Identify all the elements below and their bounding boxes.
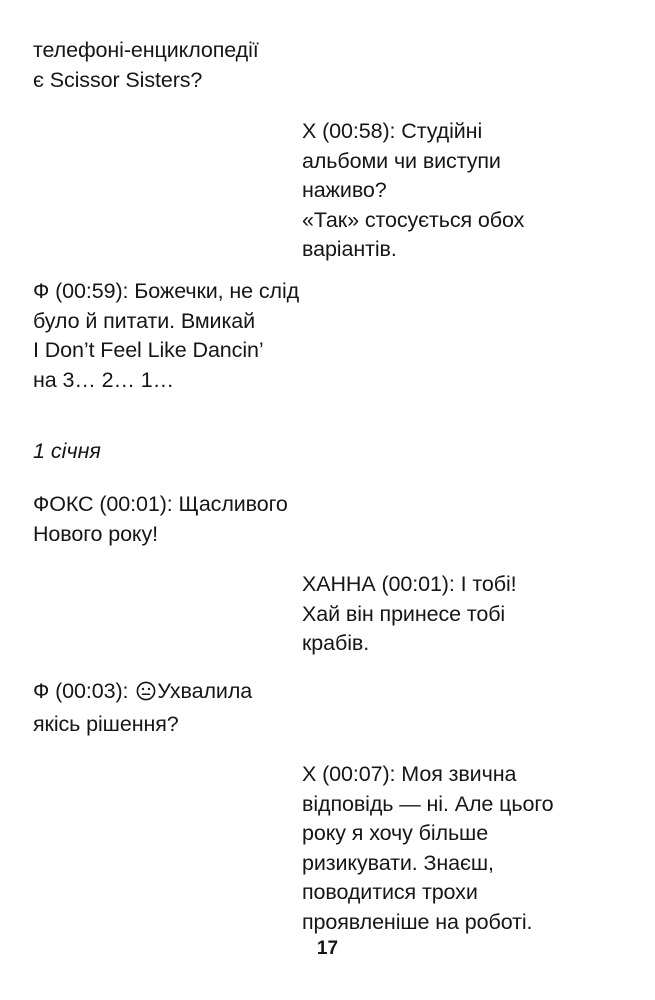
message-hanna-0007 [302,760,553,937]
message-prefix: Ф (00:03): [33,679,135,703]
message-fox-0003 [33,677,252,739]
message-line: ФОКС (00:01): Щасливого [33,492,288,516]
message-line: року я хочу більше [302,821,489,845]
message-line: ХАННА (00:01): І тобі! [302,572,517,596]
message-fox-0059 [33,277,299,395]
neutral-face-icon [136,680,156,710]
message-line: поводитися трохи [302,880,478,904]
message-line: Хай він принесе тобі [302,601,506,626]
message-hanna-0058 [302,117,524,265]
message-line: «Так» стосується обох [302,207,525,232]
message-line: Х (00:58): Студійні [302,119,483,143]
message-line: Нового року! [33,521,159,546]
message-line: відповідь — ні. Але цього [302,791,554,816]
message-fox-continuation [33,36,259,95]
message-line [33,677,252,710]
message-line: є Scissor Sisters? [33,67,203,92]
message-suffix: Ухвалила [157,679,253,703]
message-line: крабів. [302,631,370,655]
message-line: проявленіше на роботі. [302,909,533,934]
message-line: Ф (00:59): Божечки, не слід [33,279,300,303]
message-line: якісь рішення? [33,711,179,736]
message-line: на 3… 2… 1… [33,367,175,392]
message-line: наживо? [302,178,387,202]
page-number: 17 [316,938,339,959]
message-line: телефоні-енциклопедії [33,38,259,62]
message-line: було й питати. Вмикай [33,308,256,333]
message-line: ризикувати. Знаєш, [302,850,494,875]
message-line: варіантів. [302,237,397,261]
message-hanna-0001 [302,570,517,659]
message-line: Х (00:07): Моя звична [302,762,517,786]
message-line: альбоми чи виступи [302,148,501,173]
message-line: I Don’t Feel Like Dancin’ [33,338,264,362]
message-fox-0001 [33,490,288,549]
date-heading: 1 січня [33,439,101,463]
